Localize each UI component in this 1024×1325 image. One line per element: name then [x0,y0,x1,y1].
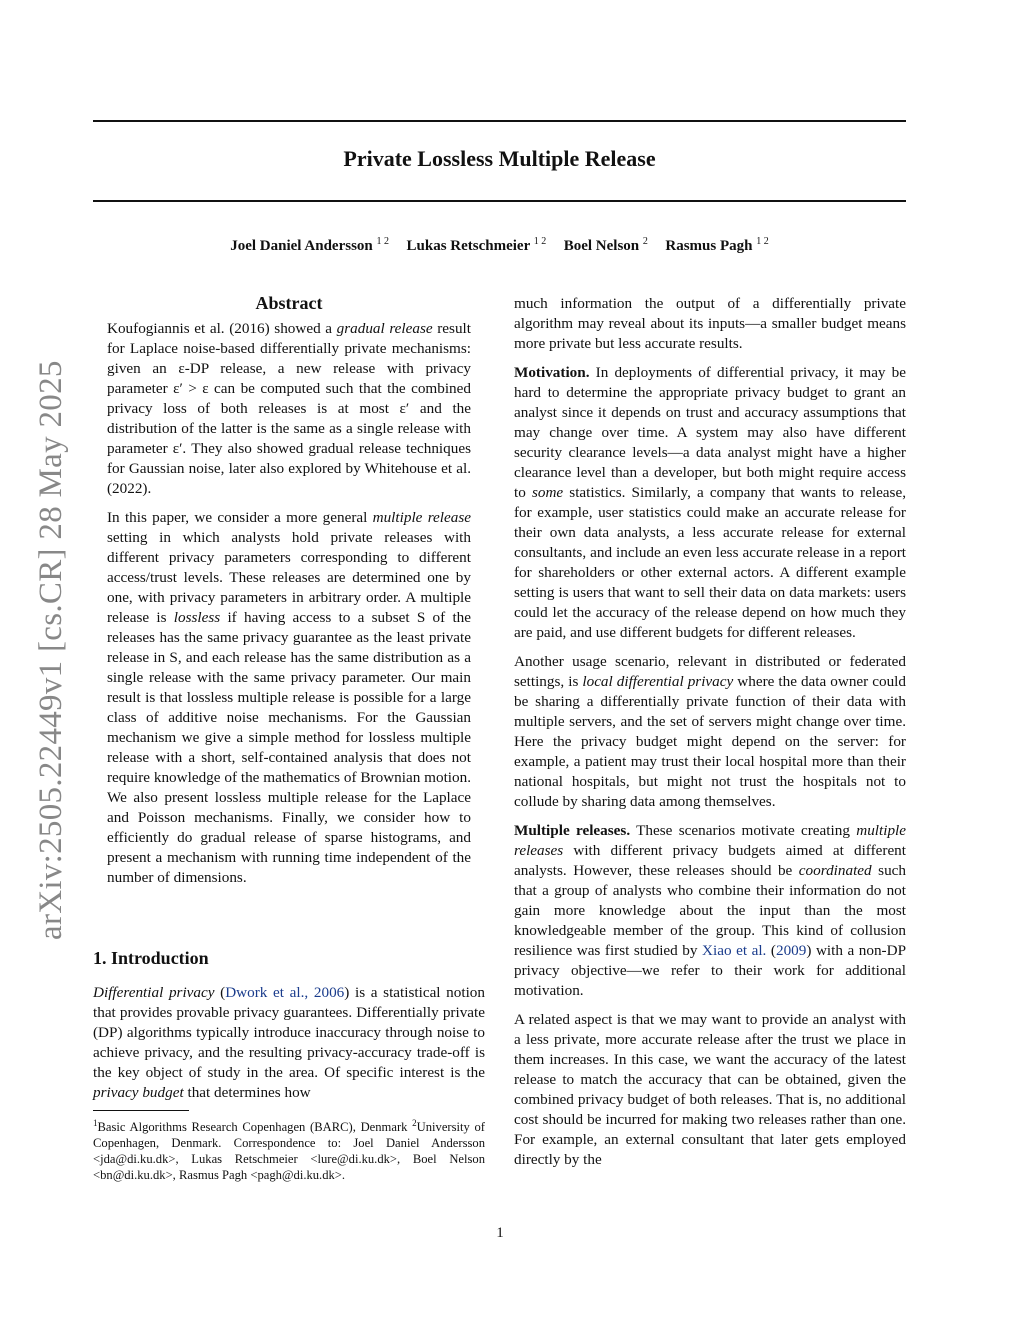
page-number: 1 [496,1225,504,1241]
paragraph-run-heading: Motivation. [514,364,590,381]
citation-link[interactable]: 2009 [775,942,807,959]
section-heading: 1. Introduction [93,948,209,968]
body-paragraph: Multiple releases. These scenarios motivate creating multiple releases with different privacy budgets aimed at different analysts. However, these releases should be coordinated such that a group of analysts who combine their information do not gain more knowledge about the input than the most knowledgeable member of the group. This kind of collusion resilience was first studied by Xiao et al. (2009) with a non-DP privacy objective—we refer to their work for additional motivation. [514,822,907,999]
body-paragraph: Differential privacy (Dwork et al., 2006) is a statistical notion that provides provable privacy guarantees. Differentially private (DP) algorithms typically introduce inaccuracy through noise to achieve privacy, and the resulting privacy-accuracy trade-off is the key object of study in the area. Of specific interest is the privacy budget that determines how [93,984,485,1101]
author-name: Joel Daniel Andersson [230,238,373,254]
body-paragraph: A related aspect is that we may want to provide an analyst with a less private, more accurate release after the trust we place in them increases. In this case, we want the accuracy of the latest release to match the accuracy that can be obtained, given the combined privacy budget of both releases. That is, no additional cost should be incurred for making two releases rather than one. For example, an external consultant that later gets employed directly by the [514,1011,906,1168]
body-paragraph: much information the output of a differentially private algorithm may reveal about its inputs—a smaller budget means more private but less accurate results. [514,295,906,352]
paper-title: Private Lossless Multiple Release [343,146,656,171]
body-paragraph: Motivation. In deployments of differential privacy, it may be hard to determine the appropriate privacy budget to grant an analyst since it depends on trust and accuracy assumptions that may change over time. A system may also have different security clearance levels—a data analyst might have a higher clearance level than a developer, but both might require access to some statistics. Similarly, a company that wants to release, for example, user statistics could make an accurate release for their own data analysts, a less accurate release for external consultants, and include an even less accurate release in a report for shareholders or other external actors. A different example setting is users that want to sell their data on data markets: users could let the accuracy of the release depend on how much they are paid, and use different budgets for different releases. [514,364,906,641]
citation-link[interactable]: Dwork et al., 2006 [225,984,345,1001]
right-column [514,294,906,1179]
introduction-section [93,948,485,1103]
author-list [93,236,906,255]
author-name: Lukas Retschmeier [406,238,530,254]
abstract-section [107,293,471,897]
top-rule [93,120,906,122]
author-affiliation: 1 2 [756,236,769,247]
author-affiliation: 1 2 [533,236,547,247]
abstract-paragraph: Koufogiannis et al. (2016) showed a gradual release result for Laplace noise-based differentially private mechanisms: given an ε-DP release, a new release with privacy parameter ε′ > ε can be computed such that the combined privacy loss of both releases is at most ε′ and the distribution of the latter is the same as a single release with parameter ε′. They also showed gradual release techniques for Gaussian noise, later also explored by Whitehouse et al. (2022). [107,320,471,497]
body-paragraph: Another usage scenario, relevant in distributed or federated settings, is local differential privacy where the data owner could be sharing a differentially private function of their data with multiple servers, and the set of servers might change over time. Here the privacy budget might depend on the server: for example, a patient may trust their local hospital more than their national hospitals, but might not trust the hospitals not to collude by sharing data among themselves. [514,653,906,810]
abstract-paragraph: In this paper, we consider a more general multiple release setting in which analysts hold private releases with different privacy parameters corresponding to different access/trust levels. These releases are determined one by one, with privacy parameters in arbitrary order. A multiple release is lossless if having access to a subset S of the releases has the same privacy guarantee as the least private release in S, and each release has the same distribution as a single release with the same privacy parameter. Our main result is that lossless multiple release is possible for a large class of additive noise mechanisms. For the Gaussian mechanism we give a simple method for lossless multiple release with a short, self-contained analysis that does not require knowledge of the mathematics of Brownian motion. We also present lossless multiple release for the Laplace and Poisson mechanisms. Finally, we consider how to efficiently do gradual release of sparse histograms, and present a mechanism with running time independent of the number of dimensions. [107,509,471,886]
arxiv-identifier: arXiv:2505.22449v1 [cs.CR] 28 May 2025 [33,360,69,940]
footnote: $^1$Basic Algorithms Research Copenhagen (BARC), Denmark $^2$University of Copenhagen, Denmark. Correspondence to: Joel Daniel Andersson <jda@di.ku.dk>, Lukas Retschmeier <lure@di.ku.dk>, Boel Nelson <bn@di.ku.dk>, Rasmus Pagh <pagh@di.ku.dk>. [93,1118,485,1183]
footnote-rule [93,1110,189,1111]
author-name: Rasmus Pagh [665,238,753,254]
author-affiliation: 1 2 [376,236,389,247]
title-bottom-rule [93,200,906,202]
author-name: Boel Nelson [563,238,640,254]
citation-link[interactable]: Xiao et al. [702,942,767,959]
author-affiliation: 2 [642,236,648,247]
paragraph-run-heading: Multiple releases. [514,822,631,839]
abstract-heading: Abstract [255,293,323,313]
